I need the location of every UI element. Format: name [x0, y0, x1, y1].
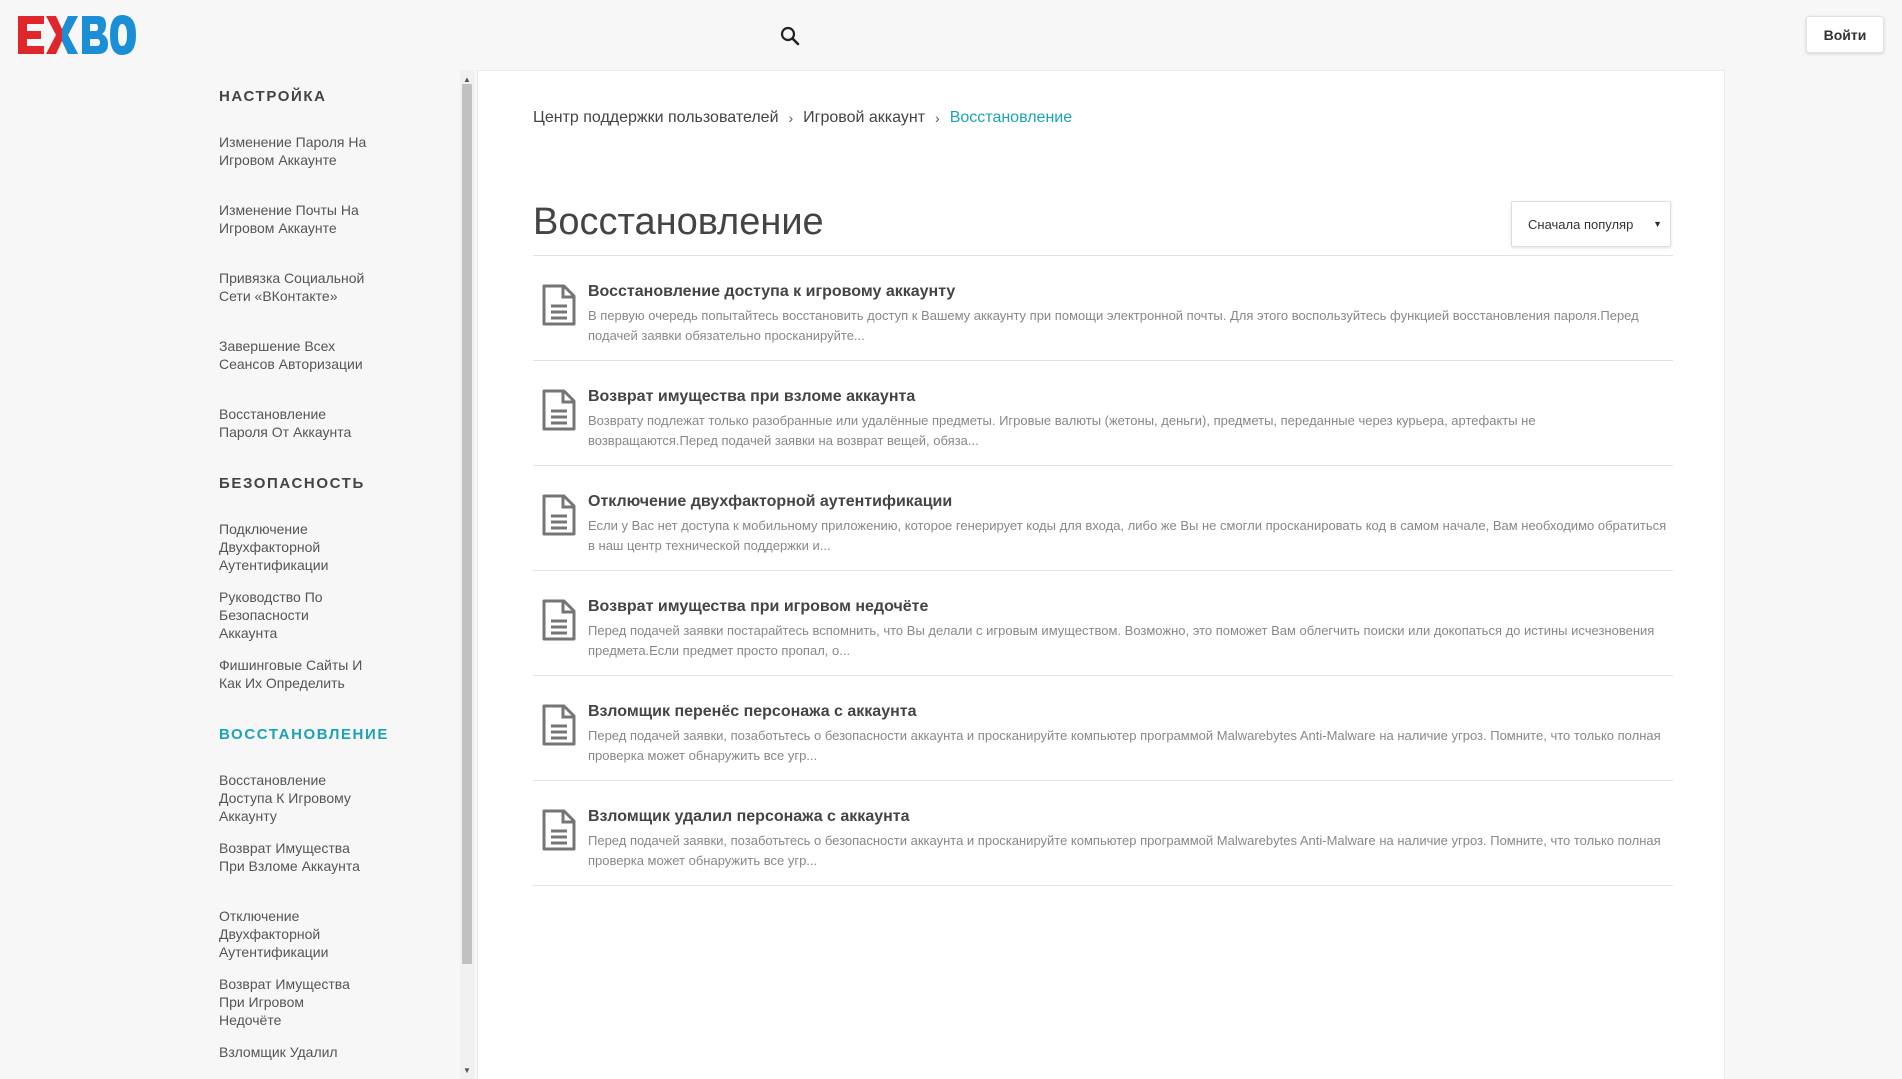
login-button[interactable]: Войти	[1806, 16, 1884, 53]
scroll-thumb[interactable]	[462, 84, 472, 964]
article-excerpt: Перед подачей заявки постарайтесь вспомнить, что Вы делали с игровым имуществом. Возможно, это поможет Вам облегчить поиски или докопаться до истины исчезновения предмета.Если предмет просто пропал, о...	[588, 623, 1655, 658]
sidebar-section-title[interactable]: БЕЗОПАСНОСТЬ	[219, 475, 365, 492]
breadcrumb-item-current: Восстановление	[949, 109, 1073, 126]
breadcrumb-item-support-center[interactable]: Центр поддержки пользователей	[533, 109, 779, 126]
scroll-down-icon[interactable]: ▼	[463, 1065, 471, 1075]
document-icon	[541, 389, 577, 431]
sidebar-section-title[interactable]: ВОССТАНОВЛЕНИЕ	[219, 726, 389, 743]
scroll-up-icon[interactable]: ▲	[463, 74, 471, 84]
document-icon	[541, 599, 577, 641]
article-item[interactable]	[533, 781, 1673, 886]
sidebar-link[interactable]: Отключение Двухфакторной Аутентификации	[219, 908, 329, 960]
article-item[interactable]	[533, 676, 1673, 781]
sidebar-link[interactable]: Восстановление Доступа К Игровому Аккаунту	[219, 772, 351, 824]
article-item[interactable]	[533, 361, 1673, 466]
article-excerpt: Перед подачей заявки, позаботьтесь о безопасности аккаунта и просканируйте компьютер программой Malwarebytes Anti-Malware на наличие угроз. Помните, что только полная проверка может обнаружить все угр...	[588, 833, 1661, 868]
article-title[interactable]: Отключение двухфакторной аутентификации	[588, 493, 953, 510]
chevron-right-icon: ›	[788, 110, 794, 126]
chevron-right-icon: ›	[935, 110, 940, 126]
article-item[interactable]	[533, 466, 1673, 571]
article-title[interactable]: Восстановление доступа к игровому аккаунту	[588, 283, 956, 300]
breadcrumb	[533, 109, 1072, 127]
sort-select[interactable]	[1511, 201, 1671, 247]
article-title[interactable]: Взломщик перенёс персонажа с аккаунта	[588, 703, 917, 720]
sidebar-link[interactable]: Руководство По Безопасности Аккаунта	[219, 589, 323, 641]
article-item[interactable]	[533, 256, 1673, 361]
article-title[interactable]: Возврат имущества при игровом недочёте	[588, 598, 929, 615]
sidebar-link[interactable]: Восстановление Пароля От Аккаунта	[219, 406, 352, 440]
sidebar-link[interactable]: Взломщик Удалил	[219, 1044, 338, 1060]
sidebar-link[interactable]: Подключение Двухфакторной Аутентификации	[219, 521, 329, 573]
article-item[interactable]	[533, 571, 1673, 676]
header	[0, 0, 1902, 70]
sidebar-link[interactable]: Изменение Почты На Игровом Аккаунте	[219, 202, 359, 236]
article-excerpt: Перед подачей заявки, позаботьтесь о безопасности аккаунта и просканируйте компьютер программой Malwarebytes Anti-Malware на наличие угроз. Помните, что только полная проверка может обнаружить все угр...	[588, 728, 1661, 763]
sidebar-link[interactable]: Изменение Пароля На Игровом Аккаунте	[219, 134, 367, 168]
sidebar-link[interactable]: Возврат Имущества При Игровом Недочёте	[219, 976, 350, 1028]
sidebar-link[interactable]: Завершение Всех Сеансов Авторизации	[219, 338, 363, 372]
main-content	[477, 70, 1725, 1079]
search-icon[interactable]	[778, 24, 802, 48]
sidebar-link[interactable]: Возврат Имущества При Взломе Аккаунта	[219, 840, 360, 874]
article-excerpt: В первую очередь попытайтесь восстановить доступ к Вашему аккаунту при помощи электронной почты. Для этого воспользуйтесь функцией восстановления пароля.Перед подачей заявки обязательно просканируйте...	[588, 308, 1639, 343]
document-icon	[541, 704, 577, 746]
document-icon	[541, 494, 577, 536]
article-excerpt: Возврату подлежат только разобранные или удалённые предметы. Игровые валюты (жетоны, деньги), предметы, переданные через курьера, артефакты не возвращаются.Перед подачей заявки на возврат вещей, обяза...	[588, 413, 1536, 448]
document-icon	[541, 809, 577, 851]
article-list	[533, 256, 1673, 886]
sidebar	[0, 70, 462, 1079]
exbo-logo[interactable]	[18, 14, 136, 56]
page-title: Восстановление	[533, 201, 824, 243]
sort-select-value: Сначала популяр	[1528, 216, 1634, 232]
sidebar-link[interactable]: Привязка Социальной Сети «ВКонтакте»	[219, 270, 365, 304]
sidebar-link[interactable]: Фишинговые Сайты И Как Их Определить	[219, 657, 363, 691]
article-title[interactable]: Взломщик удалил персонажа с аккаунта	[588, 808, 910, 825]
breadcrumb-item-game-account[interactable]: Игровой аккаунт	[803, 109, 926, 126]
caret-down-icon: ▼	[1653, 219, 1662, 229]
sidebar-section-title[interactable]: НАСТРОЙКА	[219, 88, 327, 105]
article-excerpt: Если у Вас нет доступа к мобильному приложению, которое генерирует коды для входа, либо же Вы не смогли просканировать код в самом начале, Вам необходимо обратиться в наш центр технической поддержки и...	[588, 518, 1667, 553]
article-title[interactable]: Возврат имущества при взломе аккаунта	[588, 388, 916, 405]
sidebar-scrollbar[interactable]	[460, 70, 474, 1079]
document-icon	[541, 284, 577, 326]
